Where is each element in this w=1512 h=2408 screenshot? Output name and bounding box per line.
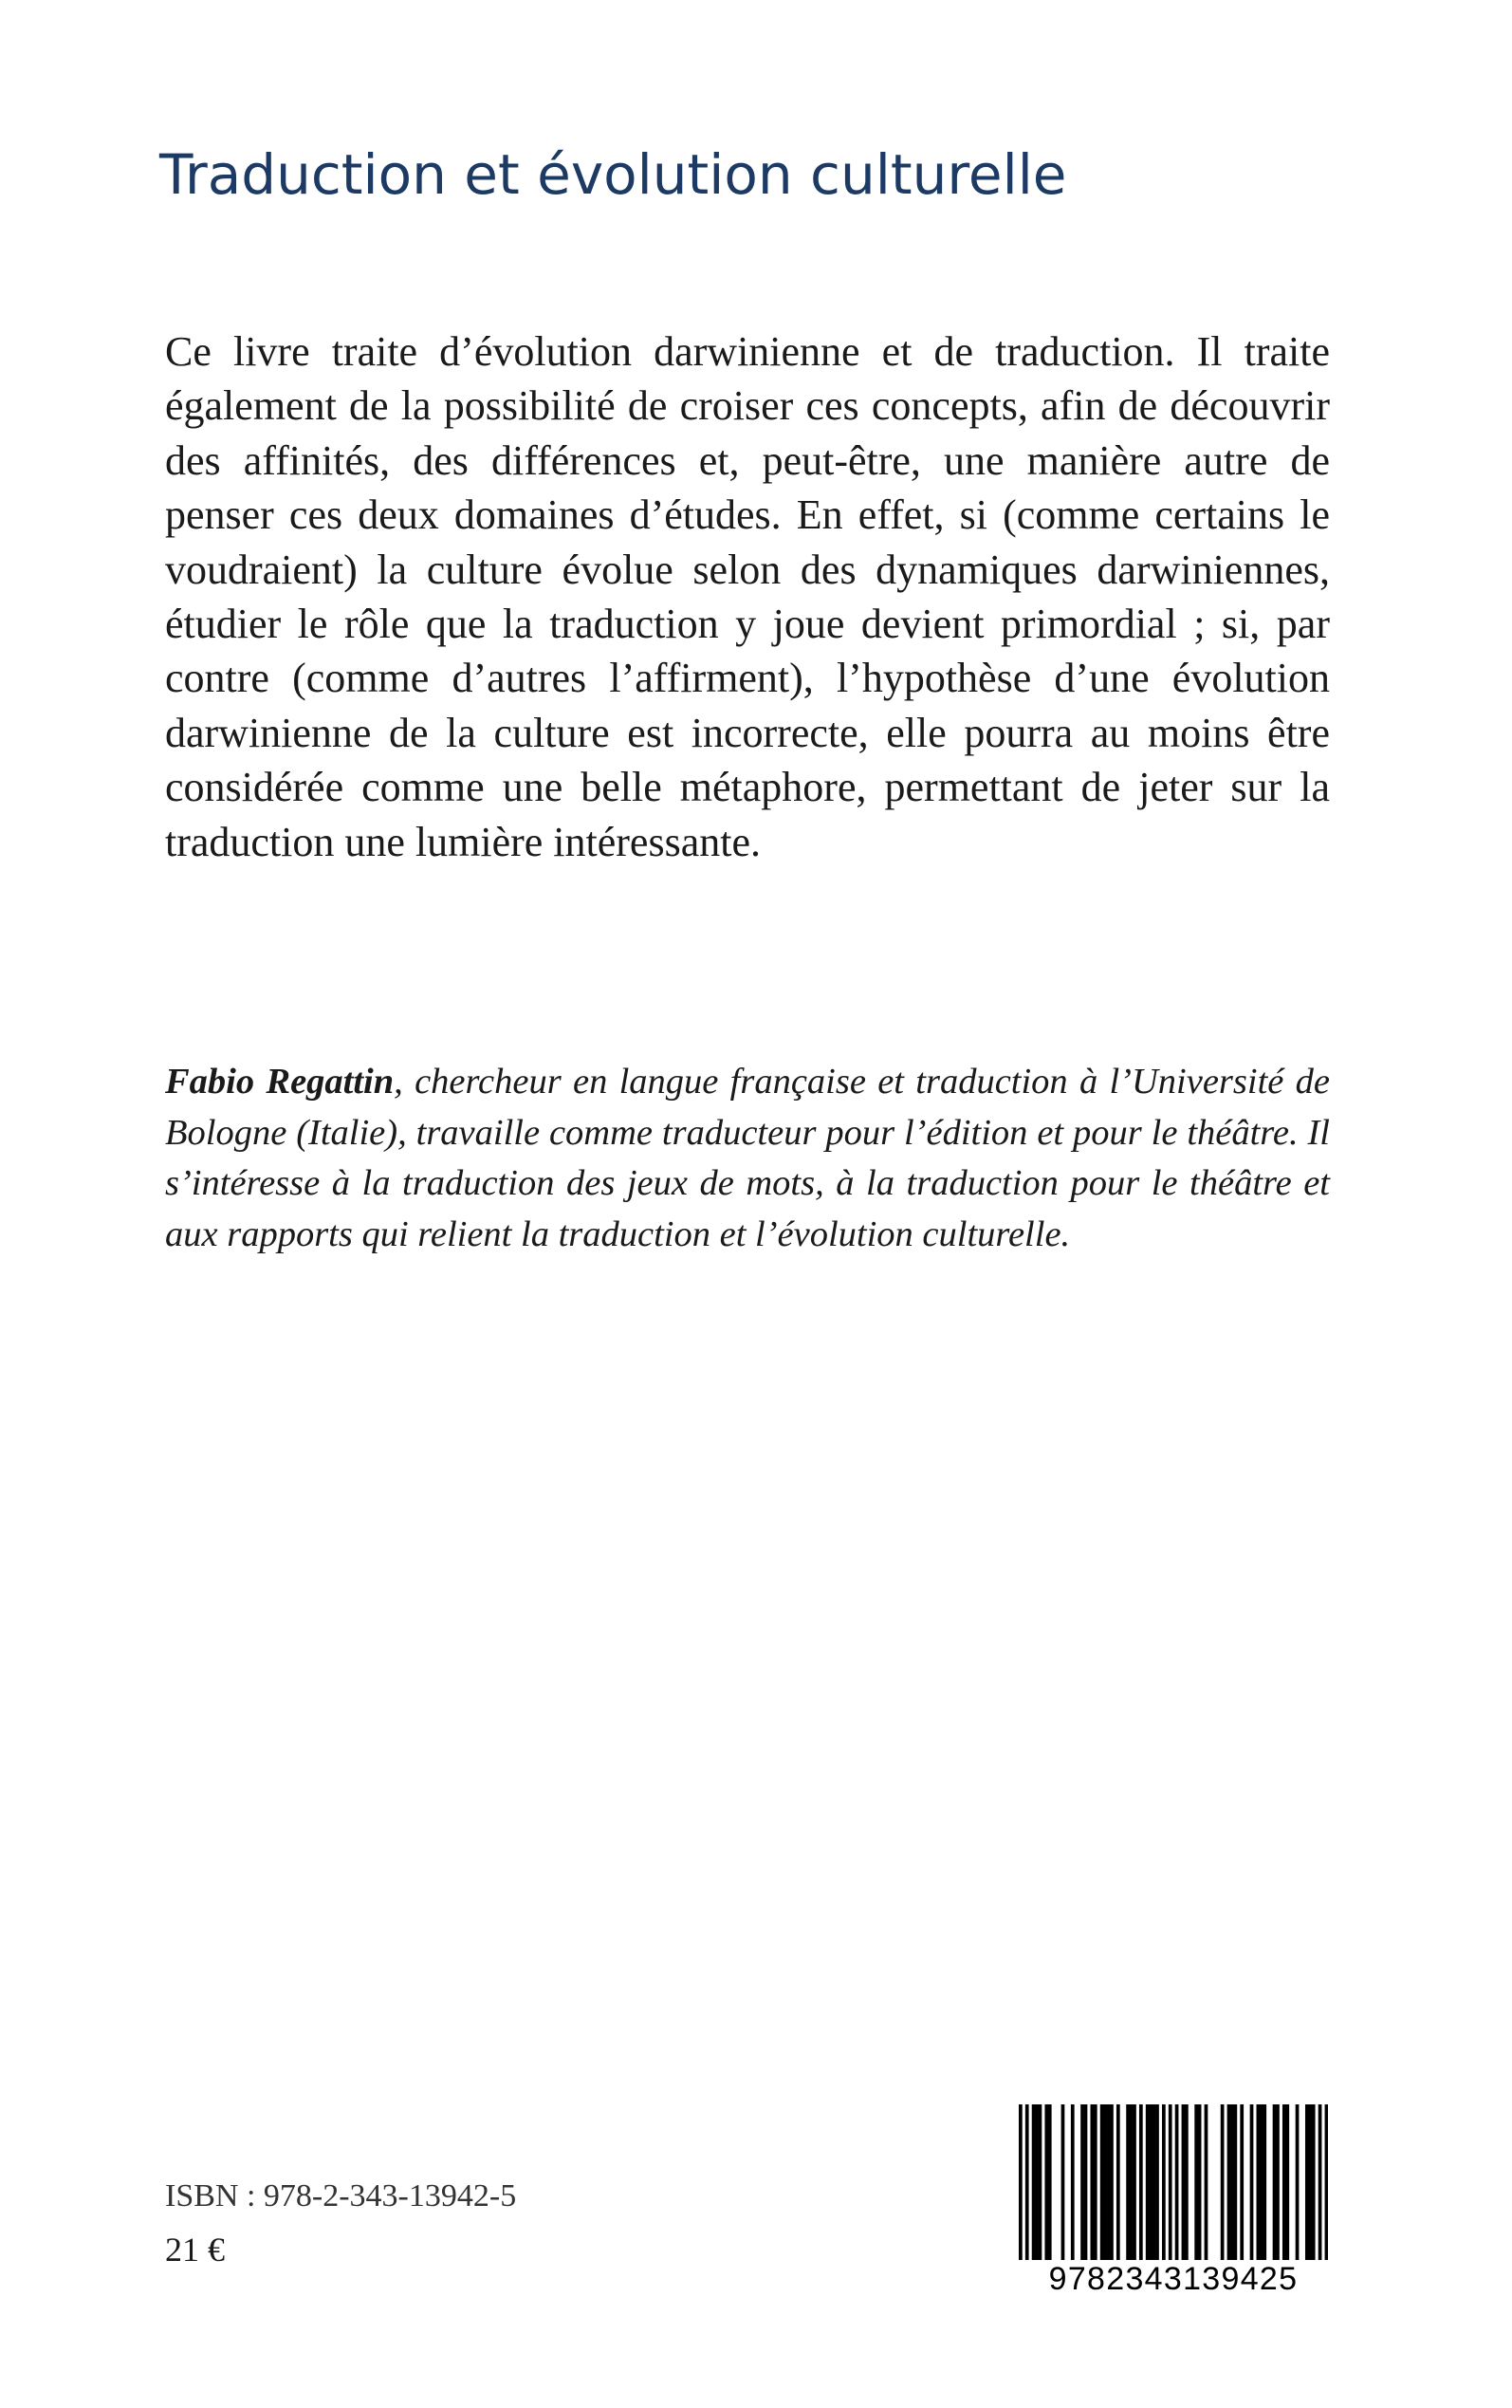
- barcode-bar: [1071, 2104, 1075, 2264]
- barcode-bar: [1103, 2104, 1107, 2264]
- barcode-bar: [1296, 2104, 1300, 2264]
- barcode-bar: [1035, 2104, 1039, 2264]
- barcode-bar: [1169, 2104, 1172, 2283]
- barcode-bar: [1133, 2104, 1136, 2264]
- barcode-bar: [1198, 2104, 1202, 2264]
- barcode-bar: [1185, 2104, 1189, 2264]
- barcode: [1019, 2104, 1328, 2297]
- barcode-bar: [1175, 2104, 1179, 2283]
- barcode-bar: [1019, 2104, 1023, 2283]
- barcode-bar: [1162, 2104, 1166, 2264]
- barcode-bar: [1194, 2104, 1198, 2264]
- author-bio: [165, 1057, 1330, 1260]
- barcode-bar: [1260, 2104, 1263, 2264]
- price-label: 21 €: [165, 2231, 225, 2269]
- barcode-bar: [1061, 2104, 1065, 2264]
- barcode-bar: [1146, 2104, 1150, 2264]
- barcode-bar: [1149, 2104, 1152, 2264]
- barcode-bar: [1048, 2104, 1052, 2264]
- barcode-bar: [1325, 2104, 1328, 2283]
- barcode-bar: [1094, 2104, 1097, 2264]
- barcode-bar: [1130, 2104, 1134, 2264]
- barcode-bar: [1230, 2104, 1234, 2264]
- barcode-bar: [1312, 2104, 1316, 2264]
- barcode-bar: [1080, 2104, 1084, 2264]
- barcode-bar: [1305, 2104, 1309, 2264]
- author-bio-text: , chercheur en langue française et traduction à l’Université de Bologne (Italie), travaille comme traducteur pour l’édition et pour le théâtre. Il s’intéresse à la traduction des jeux de mots, à la traduction pour le théâtre et aux rapports qui relient la traduction et l’évolution culturelle.: [165, 1062, 1330, 1254]
- barcode-bar: [1282, 2104, 1286, 2264]
- barcode-bar: [1126, 2104, 1130, 2264]
- barcode-bar: [1155, 2104, 1159, 2264]
- barcode-bar: [1182, 2104, 1186, 2264]
- book-summary: Ce livre traite d’évolution darwinienne et de traduction. Il traite également de la possibilité de croiser ces concepts, afin de découvrir des affinités, des différences et, peut-être, une manière autre de penser ces deux domaines d’études. En effet, si (comme certains le voudraient) la culture évolue selon des dynamiques darwiniennes, étudier le rôle que la traduction y joue devient primordial ; si, par contre (comme d’autres l’affirment), l’hypothèse d’une évolution darwinienne de la culture est incorrecte, elle pourra au moins être considérée comme une belle métaphore, permettant de jeter sur la traduction une lumière intéressante.: [165, 328, 1330, 865]
- barcode-bar: [1233, 2104, 1237, 2264]
- barcode-bar: [1044, 2104, 1048, 2264]
- isbn-label: ISBN : 978-2-343-13942-5: [165, 2178, 517, 2214]
- barcode-bar: [1205, 2104, 1208, 2264]
- barcode-bar: [1257, 2104, 1261, 2264]
- barcode-bar: [1285, 2104, 1289, 2264]
- barcode-bar: [1090, 2104, 1094, 2264]
- barcode-bar: [1152, 2104, 1156, 2264]
- barcode-bar: [1139, 2104, 1143, 2264]
- author-name: Fabio Regattin: [165, 1062, 395, 1102]
- barcode-bar: [1276, 2104, 1280, 2264]
- barcode-bar: [1032, 2104, 1036, 2264]
- barcode-bar: [1318, 2104, 1322, 2283]
- barcode-bar: [1116, 2104, 1120, 2264]
- barcode-bar: [1100, 2104, 1104, 2264]
- barcode-bar: [1263, 2104, 1266, 2264]
- barcode-bar: [1221, 2104, 1225, 2264]
- book-title: Traduction et évolution culturelle: [159, 142, 1067, 207]
- barcode-bar: [1084, 2104, 1088, 2264]
- barcode-bar: [1227, 2104, 1231, 2264]
- barcode-bar: [1308, 2104, 1312, 2264]
- barcode-bar: [1110, 2104, 1114, 2264]
- barcode-bar: [1039, 2104, 1042, 2264]
- barcode-bar: [1250, 2104, 1254, 2264]
- barcode-bar: [1240, 2104, 1244, 2264]
- barcode-bar: [1025, 2104, 1029, 2283]
- barcode-bar: [1107, 2104, 1111, 2264]
- barcode-digits: 9782343139425: [1019, 2260, 1328, 2298]
- barcode-bar: [1273, 2104, 1277, 2264]
